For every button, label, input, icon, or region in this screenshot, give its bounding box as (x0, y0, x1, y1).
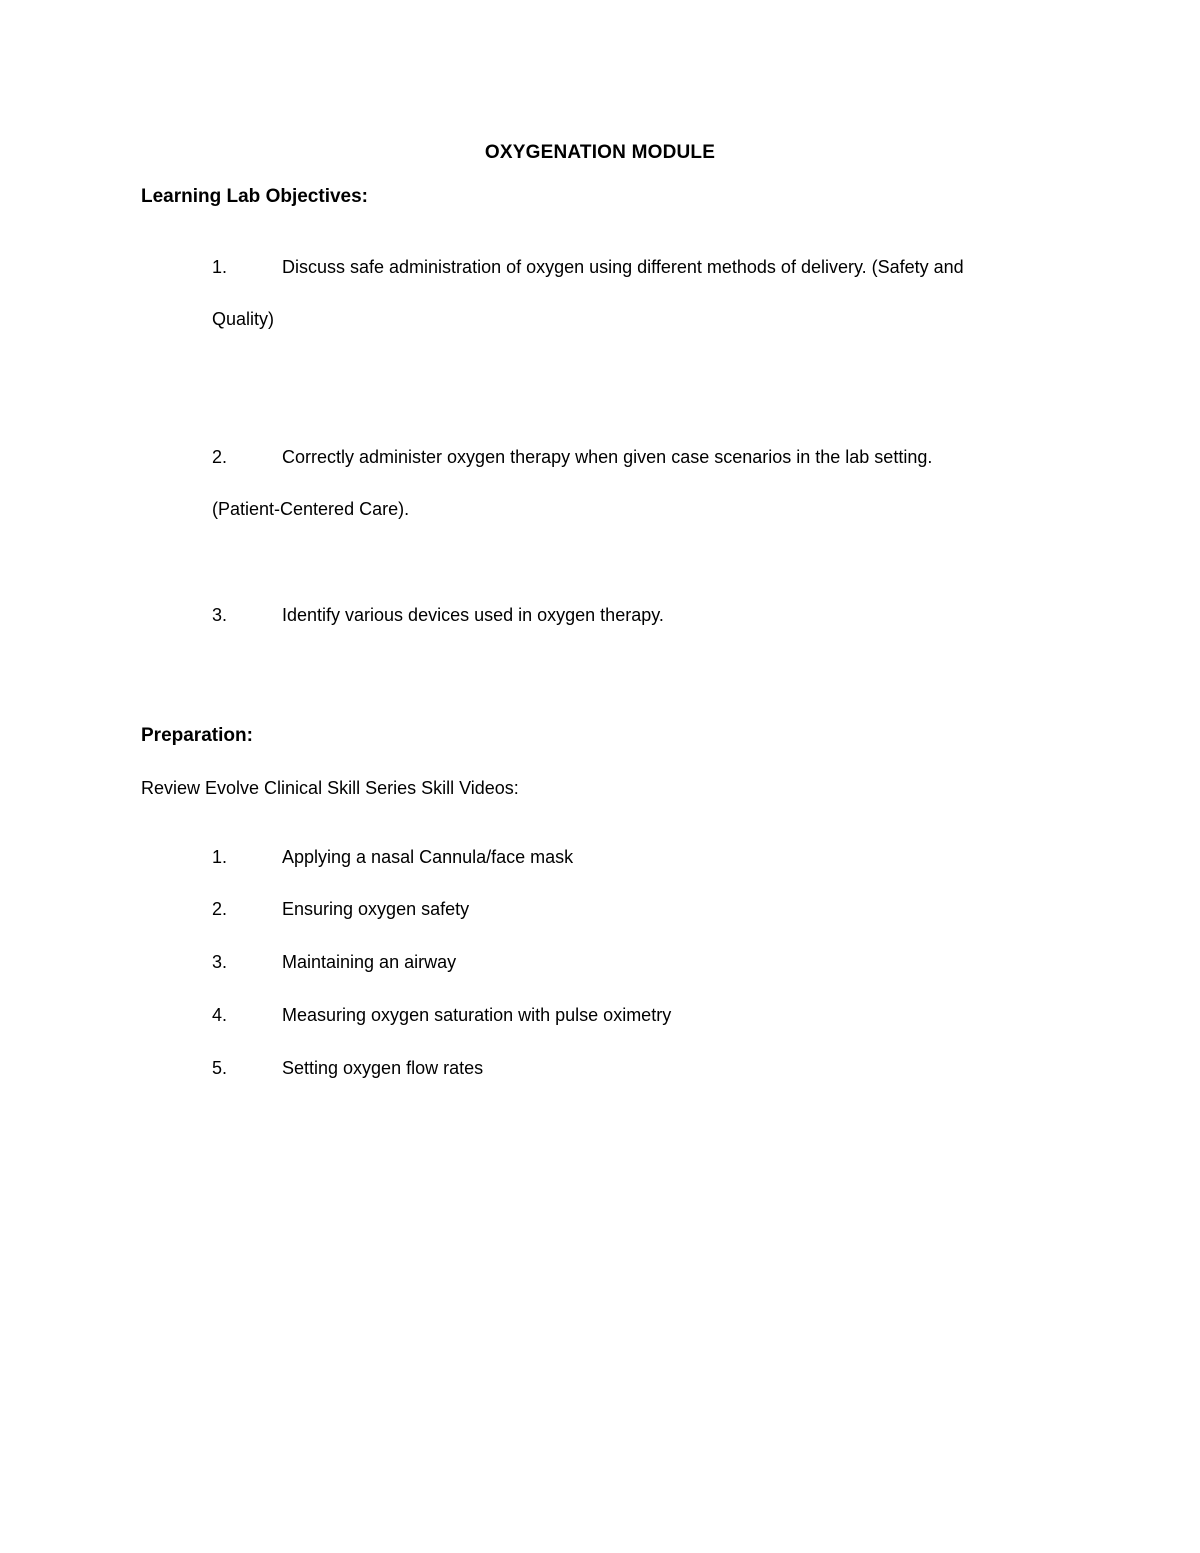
video-item: Setting oxygen flow rates (282, 1058, 484, 1078)
video-item: Measuring oxygen saturation with pulse oximetry (282, 1005, 672, 1025)
video-item: Applying a nasal Cannula/face mask (282, 847, 574, 867)
video-number: 4. (212, 1005, 228, 1025)
video-number: 3. (212, 952, 228, 972)
objective-text: Discuss safe administration of oxygen using different methods of delivery. (Safety and (282, 257, 964, 277)
page-title: OXYGENATION MODULE (484, 142, 716, 163)
objective-number: 2. (212, 447, 228, 467)
objective-text: Correctly administer oxygen therapy when given case scenarios in the lab setting. (282, 447, 933, 467)
video-item: Ensuring oxygen safety (282, 899, 470, 919)
video-number: 1. (212, 847, 228, 867)
video-item: Maintaining an airway (282, 952, 457, 972)
preparation-heading: Preparation: (141, 725, 253, 746)
video-number: 5. (212, 1058, 228, 1078)
video-number: 2. (212, 899, 228, 919)
objective-text-continued: (Patient-Centered Care). (212, 499, 410, 519)
objective-number: 1. (212, 257, 228, 277)
preparation-intro: Review Evolve Clinical Skill Series Skill Videos: (141, 778, 519, 798)
objective-text-continued: Quality) (212, 309, 275, 329)
objective-text: Identify various devices used in oxygen therapy. (282, 605, 664, 625)
objectives-heading: Learning Lab Objectives: (141, 186, 368, 207)
objective-number: 3. (212, 605, 228, 625)
